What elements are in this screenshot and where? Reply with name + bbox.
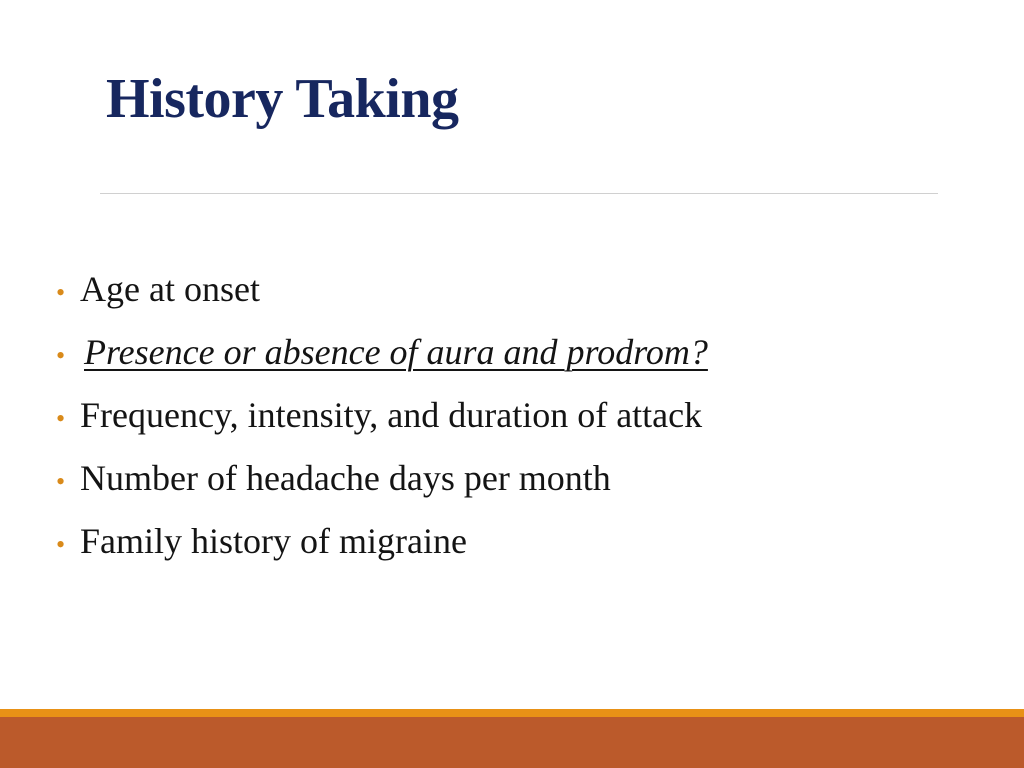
bullet-text: Frequency, intensity, and duration of attack bbox=[80, 395, 703, 435]
footer-band bbox=[0, 717, 1024, 768]
footer-accent-stripe bbox=[0, 709, 1024, 717]
bullet-dot-icon: • bbox=[56, 341, 66, 370]
bullet-dot-icon: • bbox=[56, 404, 66, 433]
bullet-item-frequency bbox=[56, 384, 708, 447]
bullet-dot-icon: • bbox=[56, 530, 66, 559]
bullet-text: Age at onset bbox=[80, 269, 260, 309]
bullet-text: Family history of migraine bbox=[80, 521, 467, 561]
bullet-text: Number of headache days per month bbox=[80, 458, 611, 498]
bullet-item-headache-days bbox=[56, 447, 708, 510]
slide-title: History Taking bbox=[106, 68, 459, 130]
bullet-item-aura bbox=[56, 321, 708, 384]
bullet-text: Presence or absence of aura and prodrom? bbox=[84, 332, 708, 372]
bullet-dot-icon: • bbox=[56, 467, 66, 496]
bullet-item-family-history bbox=[56, 510, 708, 573]
bullet-item-age-at-onset bbox=[56, 258, 708, 321]
bullet-dot-icon: • bbox=[56, 278, 66, 307]
title-divider bbox=[100, 193, 938, 194]
bullet-list bbox=[56, 258, 708, 573]
